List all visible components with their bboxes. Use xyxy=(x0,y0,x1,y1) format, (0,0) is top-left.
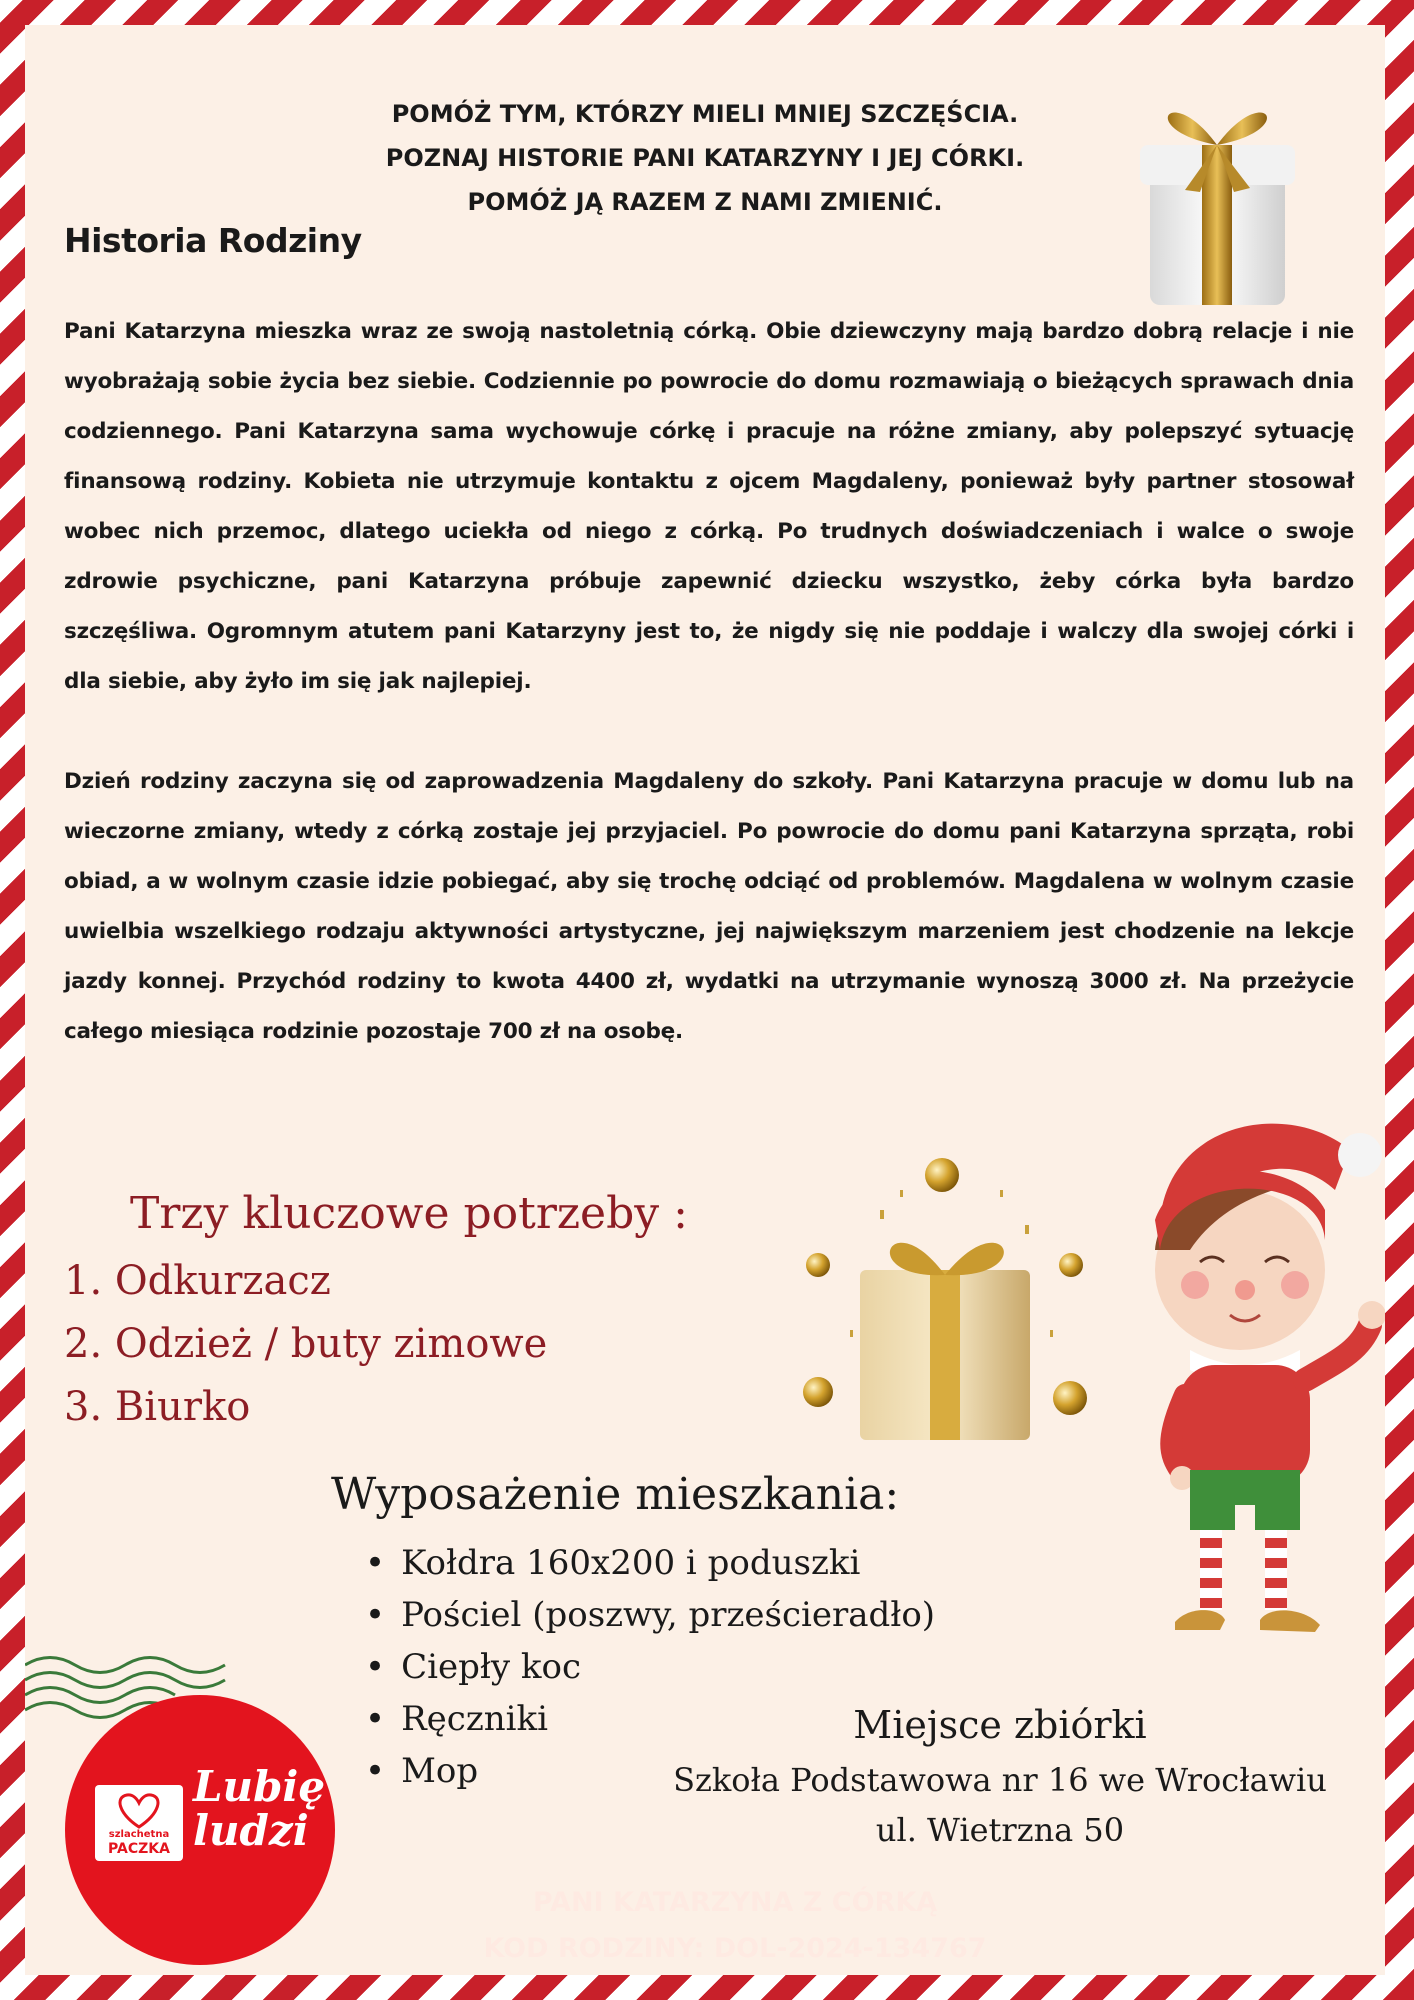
szlachetna-paczka-badge xyxy=(95,1785,183,1861)
gift-gold-icon xyxy=(760,1130,1090,1470)
heart-outline-icon xyxy=(113,1791,165,1829)
logo-brand-line-2: ludzi xyxy=(193,1806,309,1855)
footer-family-code: KOD RODZINY: DOL-2024-134767 xyxy=(483,1933,987,1964)
need-item: 2. Odzież / buty zimowe xyxy=(64,1321,548,1367)
logo-brand-text xyxy=(193,1762,326,1855)
story-paragraph-1: Pani Katarzyna mieszka wraz ze swoją nastoletnią córką. Obie dziewczyny mają bardzo dobrą relacje i nie wyobrażają sobie życia bez siebie. Codziennie po powrocie do domu rozmawiają o bieżących sprawach dnia codziennego. Pani Katarzyna sama wychowuje córkę i pracuje na różne zmiany, aby polepszyć sytuację finansową rodziny. Kobieta nie utrzymuje kontaktu z ojcem Magdaleny, ponieważ były partner stosował wobec nich przemoc, dlatego uciekła od niego z córką. Po trudnych doświadczeniach i walce o swoje zdrowie psychiczne, pani Katarzyna próbuje zapewnić dziecku wszystko, żeby córka była bardzo szczęśliwa. Ogromnym atutem pani Katarzyny jest to, że nigdy się nie poddaje i walczy dla swojej córki i dla siebie, aby żyło im się jak najlepiej. xyxy=(64,319,1354,694)
family-code-footer xyxy=(385,1880,1085,1972)
equipment-item: • Mop xyxy=(365,1745,935,1797)
equipment-title: Wyposażenie mieszkania: xyxy=(331,1469,900,1520)
equipment-item: • Ciepły koc xyxy=(365,1641,935,1693)
need-item: 1. Odkurzacz xyxy=(64,1258,331,1304)
collection-place-school: Szkoła Podstawowa nr 16 we Wrocławiu xyxy=(673,1761,1327,1799)
header-appeal xyxy=(325,92,1085,224)
story-paragraph-2: Dzień rodziny zaczyna się od zaprowadzenia Magdaleny do szkoły. Pani Katarzyna pracuje w domu lub na wieczorne zmiany, wtedy z córką zostaje jej przyjaciel. Po powrocie do domu pani Katarzyna sprząta, robi obiad, a w wolnym czasie idzie pobiegać, aby się trochę odciąć od problemów. Magdalena w wolnym czasie uwielbia wszelkiego rodzaju aktywności artystyczne, jej największym marzeniem jest chodzenie na lekcje jazdy konnej. Przychód rodziny to kwota 4400 zł, wydatki na utrzymanie wynoszą 3000 zł. Na przeżycie całego miesiąca rodzinie pozostaje 700 zł na osobę. xyxy=(64,769,1354,1044)
key-needs-title: Trzy kluczowe potrzeby : xyxy=(130,1188,688,1239)
lubie-ludzi-logo xyxy=(65,1695,335,1965)
collection-place-title: Miejsce zbiórki xyxy=(853,1703,1147,1747)
equipment-item: • Ręczniki xyxy=(365,1693,935,1745)
equipment-item: • Kołdra 160x200 i poduszki xyxy=(365,1537,935,1589)
logo-big-text: PACZKA xyxy=(108,1841,170,1857)
section-title-family-history: Historia Rodziny xyxy=(64,221,362,260)
header-line-2: POZNAJ HISTORIE PANI KATARZYNY I JEJ CÓRKI. xyxy=(385,144,1025,172)
header-line-1: POMÓŻ TYM, KTÓRZY MIELI MNIEJ SZCZĘŚCIA. xyxy=(391,100,1019,128)
family-story xyxy=(64,307,1354,1107)
key-needs-list xyxy=(64,1250,547,1439)
collection-place-street: ul. Wietrzna 50 xyxy=(875,1811,1125,1849)
footer-family-name: PANI KATARZYNA Z CÓRKĄ xyxy=(532,1887,938,1918)
logo-brand-line-1: Lubię xyxy=(193,1762,326,1811)
logo-small-text: szlachetna xyxy=(108,1829,170,1840)
equipment-item: • Pościel (poszwy, prześcieradło) xyxy=(365,1589,935,1641)
collection-place xyxy=(615,1695,1385,1855)
elf-illustration xyxy=(1120,1110,1385,1675)
need-item: 3. Biurko xyxy=(64,1384,251,1430)
gift-white-icon xyxy=(1130,70,1305,315)
header-line-3: POMÓŻ JĄ RAZEM Z NAMI ZMIENIĆ. xyxy=(467,188,943,216)
letter-paper xyxy=(25,25,1385,1975)
